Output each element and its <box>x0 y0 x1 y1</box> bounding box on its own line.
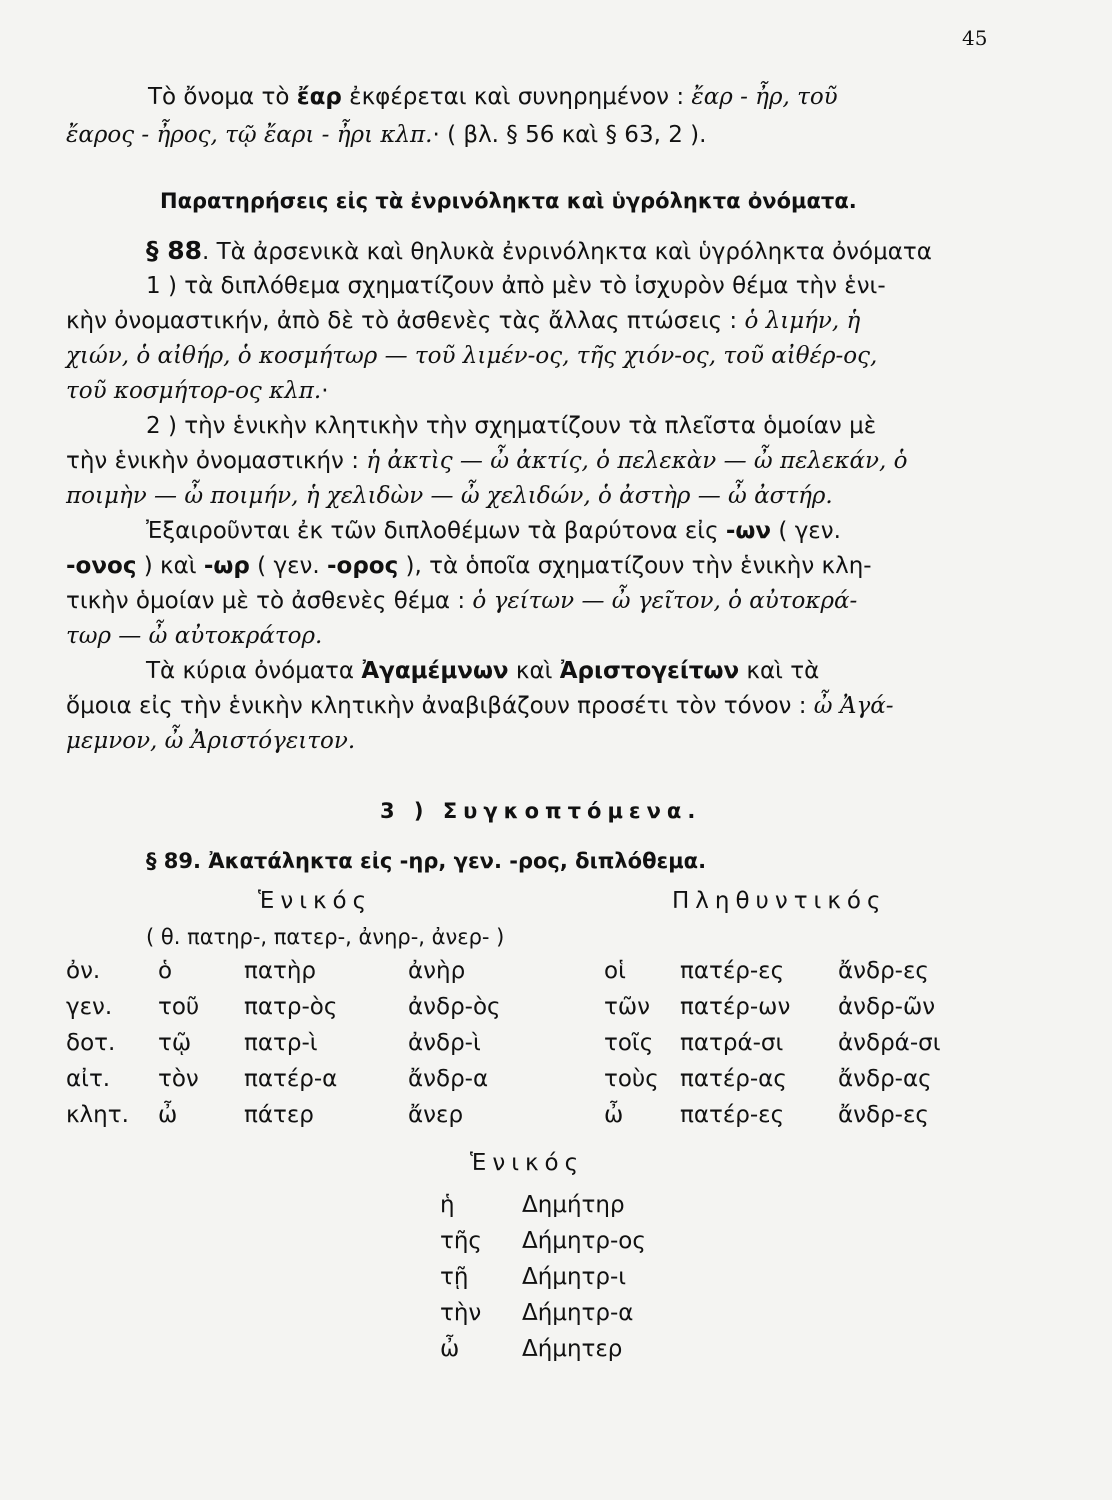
table-cell-art_s: τοῦ <box>158 994 200 1020</box>
text-bold: ἔαρ <box>296 84 342 110</box>
table-cell-w1: πατρ-ὸς <box>244 994 338 1020</box>
text-line <box>66 306 996 336</box>
table-cell-art_s: τῷ <box>158 1030 192 1056</box>
text: κὴν ὀνομαστικήν, ἀπὸ δὲ τὸ ἀσθενὲς τὰς ἄλλας πτώσεις : <box>66 308 745 334</box>
page-number: 45 <box>962 26 988 50</box>
text-italic: τοῦ κοσμήτορ-ος κλπ. <box>66 378 322 404</box>
text: καὶ τὰ <box>739 658 820 684</box>
text-bold: -ονος <box>66 553 137 579</box>
text-bold: -ων <box>725 518 772 544</box>
text-italic: ἡ ἀκτὶς — ὦ ἀκτίς, ὁ πελεκὰν — ὦ πελεκάν, ὁ <box>366 448 908 474</box>
singular-header: Ἑνικός <box>258 888 373 914</box>
text-line <box>66 120 996 150</box>
table-cell-w4: ἀνδρ-ῶν <box>838 994 936 1020</box>
text-line <box>66 586 996 616</box>
table-cell-w4: ἀνδρά-σι <box>838 1030 941 1056</box>
table-cell-art_s: τὸν <box>158 1066 199 1092</box>
table-cell-word: Δήμητρ-α <box>522 1300 634 1326</box>
table-cell-case: κλητ. <box>66 1102 129 1128</box>
text: · ( βλ. § 56 καὶ § 63, 2 ). <box>432 122 707 148</box>
text-line <box>146 656 1076 686</box>
text: ἐκφέρεται καὶ συνηρημένον : <box>341 84 692 110</box>
text-bold: Ἀριστογείτων <box>559 658 740 684</box>
text-line <box>66 376 996 406</box>
text-line <box>66 551 996 581</box>
table-cell-art: τῇ <box>440 1264 469 1290</box>
text-line: 1 ) τὰ διπλόθεμα σχηματίζουν ἀπὸ μὲν τὸ ἰσχυρὸν θέμα τὴν ἑνι- <box>146 273 886 299</box>
table-cell-w2: ἄνδρ-α <box>408 1066 489 1092</box>
table-cell-w2: ἄνερ <box>408 1102 464 1128</box>
subsection-heading: 3 ) Συγκοπτόμενα. <box>380 799 702 823</box>
text-line: μεμνον, ὦ Ἀριστόγειτον. <box>66 728 356 754</box>
table-cell-case: ὀν. <box>66 958 101 984</box>
text: ) καὶ <box>136 553 204 579</box>
text: · <box>321 378 329 404</box>
table-cell-w3: πατέρ-ες <box>680 958 785 984</box>
text: τικὴν ὁμοίαν μὲ τὸ ἀσθενὲς θέμα : <box>66 588 473 614</box>
plural-header: Πληθυντικός <box>672 888 887 914</box>
table-cell-case: γεν. <box>66 994 113 1020</box>
table-cell-art: τὴν <box>440 1300 482 1326</box>
table-cell-art: ἡ <box>440 1192 455 1218</box>
table-cell-w3: πατέρ-ων <box>680 994 791 1020</box>
text: Τὸ ὄνομα τὸ <box>148 84 297 110</box>
table-cell-word: Δήμητρ-ος <box>522 1228 646 1254</box>
text-italic: ὁ λιμήν, ἡ <box>744 308 861 334</box>
table-cell-case: αἰτ. <box>66 1066 111 1092</box>
text-line <box>146 236 1076 267</box>
text-italic: ἔαρος - ἦρος, τῷ ἔαρι - ἦρι κλπ. <box>66 122 433 148</box>
text-line: ποιμὴν — ὦ ποιμήν, ἡ χελιδὼν — ὦ χελιδών, ὁ ἀστὴρ — ὦ ἀστήρ. <box>66 483 833 509</box>
table-cell-art_s: ὁ <box>158 958 173 984</box>
table-cell-w4: ἄνδρ-ες <box>838 1102 929 1128</box>
table-cell-w4: ἄνδρ-ες <box>838 958 929 984</box>
section-number: § 88 <box>146 236 202 265</box>
table-cell-art: τῆς <box>440 1228 482 1254</box>
text-line <box>66 691 996 721</box>
table-cell-art_p: τῶν <box>604 994 650 1020</box>
text: ( γεν. <box>771 518 841 544</box>
section-heading: § 89. Ἀκατάληκτα εἰς -ηρ, γεν. -ρος, διπλόθεμα. <box>146 849 707 873</box>
text-bold: -ωρ <box>203 553 250 579</box>
table-cell-w2: ἀνδρ-ὶ <box>408 1030 481 1056</box>
table-cell-case: δοτ. <box>66 1030 116 1056</box>
table-cell-w1: πατὴρ <box>244 958 317 984</box>
table-cell-art_s: ὦ <box>158 1102 178 1128</box>
table-cell-w2: ἀνδρ-ὸς <box>408 994 501 1020</box>
table-cell-art: ὦ <box>440 1336 460 1362</box>
table-cell-word: Δήμητρ-ι <box>522 1264 627 1290</box>
text-line: τωρ — ὦ αὐτοκράτορ. <box>66 623 323 649</box>
text: ( γεν. <box>249 553 327 579</box>
table-cell-w1: πατρ-ὶ <box>244 1030 318 1056</box>
text: Ἐξαιροῦνται ἐκ τῶν διπλοθέμων τὰ βαρύτονα εἰς <box>146 518 726 544</box>
text: τὴν ἑνικὴν ὀνομαστικήν : <box>66 448 367 474</box>
text-bold: -ορος <box>326 553 399 579</box>
table-cell-art_p: οἱ <box>604 958 626 984</box>
table-cell-word: Δήμητερ <box>522 1336 623 1362</box>
text-line <box>148 82 1078 112</box>
table-cell-w2: ἀνὴρ <box>408 958 466 984</box>
text-line <box>66 446 996 476</box>
table-cell-w1: πατέρ-α <box>244 1066 338 1092</box>
table-cell-w3: πατέρ-ες <box>680 1102 785 1128</box>
text: ὅμοια εἰς τὴν ἑνικὴν κλητικὴν ἀναβιβάζουν προσέτι τὸν τόνον : <box>66 693 814 719</box>
table-cell-art_p: ὦ <box>604 1102 624 1128</box>
table-cell-art_p: τοῖς <box>604 1030 654 1056</box>
text: ), τὰ ὁποῖα σχηματίζουν τὴν ἑνικὴν κλη- <box>398 553 872 579</box>
singular-header-2: Ἑνικός <box>470 1150 585 1176</box>
text-italic: ὦ Ἀγά- <box>813 693 894 719</box>
table-cell-w4: ἄνδρ-ας <box>838 1066 932 1092</box>
text-italic: ὁ γείτων — ὦ γεῖτον, ὁ αὐτοκρά- <box>472 588 858 614</box>
section-heading: Παρατηρήσεις εἰς τὰ ἐνρινόληκτα καὶ ὑγρόληκτα ὀνόματα. <box>160 189 857 213</box>
theme-note: ( θ. πατηρ-, πατερ-, ἀνηρ-, ἀνερ- ) <box>146 925 505 949</box>
text-line: χιών, ὁ αἰθήρ, ὁ κοσμήτωρ — τοῦ λιμέν-ος, τῆς χιόν-ος, τοῦ αἰθέρ-ος, <box>66 343 878 369</box>
text: . Τὰ ἀρσενικὰ καὶ θηλυκὰ ἐνρινόληκτα καὶ ὑγρόληκτα ὀνόματα <box>202 239 932 265</box>
table-cell-w3: πατέρ-ας <box>680 1066 787 1092</box>
text-bold: Ἀγαμέμνων <box>361 658 509 684</box>
text-line <box>146 516 1076 546</box>
text: Τὰ κύρια ὀνόματα <box>146 658 362 684</box>
table-cell-art_p: τοὺς <box>604 1066 659 1092</box>
text: καὶ <box>508 658 560 684</box>
table-cell-w3: πατρά-σι <box>680 1030 784 1056</box>
table-cell-word: Δημήτηρ <box>522 1192 625 1218</box>
text-line: 2 ) τὴν ἑνικὴν κλητικὴν τὴν σχηματίζουν τὰ πλεῖστα ὁμοίαν μὲ <box>146 413 877 439</box>
text-italic: ἔαρ - ἦρ, τοῦ <box>691 84 838 110</box>
table-cell-w1: πάτερ <box>244 1102 314 1128</box>
